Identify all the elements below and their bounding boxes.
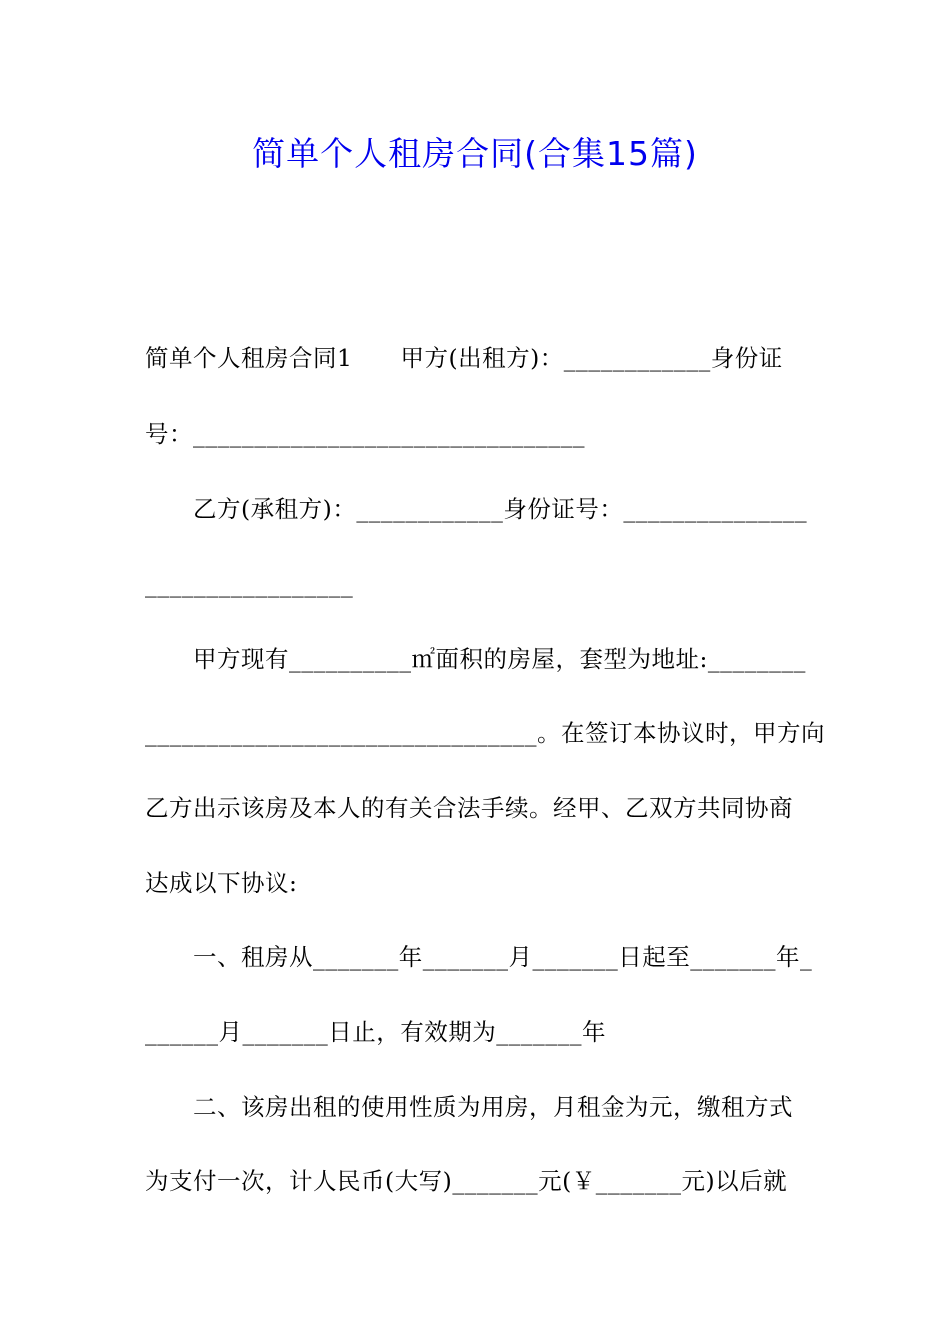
paragraph-line-2: 号：________________________________ (145, 420, 585, 448)
paragraph-line-1: 简单个人租房合同1 甲方(出租方)：____________身份证 (145, 344, 783, 372)
paragraph-line-4: _________________ (145, 570, 354, 598)
paragraph-line-12: 为支付一次，计人民币(大写)_______元(￥_______元)以后就 (145, 1167, 788, 1195)
paragraph-line-3: 乙方(承租方)：____________身份证号：_______________ (193, 495, 808, 523)
paragraph-line-11: 二、该房出租的使用性质为用房，月租金为元，缴租方式 (193, 1093, 793, 1121)
paragraph-line-9: 一、租房从_______年_______月_______日起至_______年_ (193, 943, 813, 971)
paragraph-line-8: 达成以下协议: (145, 869, 298, 897)
paragraph-line-7: 乙方出示该房及本人的有关合法手续。经甲、乙双方共同协商 (145, 794, 793, 822)
document-title: 简单个人租房合同(合集15篇) (252, 134, 698, 173)
paragraph-line-6: ________________________________。在签订本协议时，甲方向 (145, 719, 825, 747)
paragraph-line-5: 甲方现有__________㎡面积的房屋，套型为地址:________ (193, 645, 806, 673)
paragraph-line-10: ______月_______日止，有效期为_______年 (145, 1018, 606, 1046)
